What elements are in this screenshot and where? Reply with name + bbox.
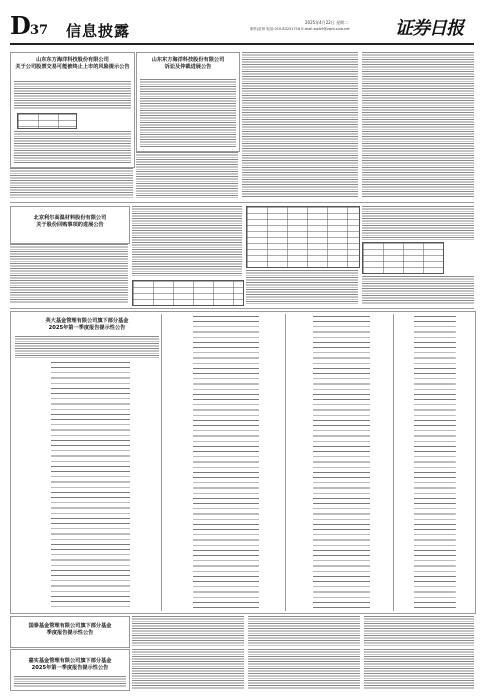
body-text: [10, 168, 133, 198]
column-rule: [393, 314, 394, 611]
fund-list-column: [15, 362, 159, 610]
announcement-panel-4: [10, 311, 476, 614]
body-text: [242, 52, 358, 198]
announcement-panel-1: [10, 52, 135, 168]
body-text: [132, 206, 242, 276]
announcement-title: 2025年第一季度报告提示性公告: [31, 665, 109, 671]
body-text: [246, 270, 358, 304]
data-table: [132, 280, 244, 306]
section-title: 信息披露: [66, 22, 131, 40]
section-divider: [10, 202, 474, 203]
body-text: [248, 616, 360, 646]
body-text: [10, 244, 128, 304]
header-rule: [10, 43, 474, 45]
announcement-title: 2025年第一季度报告提示性公告: [48, 325, 126, 331]
fund-list-column: [287, 316, 391, 610]
body-text: [132, 649, 244, 689]
body-text: [364, 616, 474, 646]
editor-contact: 制作|苗帅 电话:010-83251716 E-mail:zqrb9@zqrb.sina.net: [250, 27, 350, 31]
section-divider: [10, 308, 474, 309]
body-text: [136, 152, 238, 198]
announcement-title: 季度报告提示性公告: [46, 630, 94, 636]
fund-list-column: [163, 316, 283, 610]
announcement-panel-3: [10, 206, 130, 244]
announcement-company: 山东东方海洋科技股份有限公司: [151, 57, 225, 63]
column-rule: [161, 314, 162, 611]
page-number: 37: [30, 23, 49, 38]
data-table: [362, 242, 444, 274]
announcement-company: 山东东方海洋科技股份有限公司: [36, 57, 109, 63]
body-text: [14, 131, 131, 163]
body-text: [140, 79, 236, 147]
announcement-company: 嘉实基金管理有限公司旗下部分基金: [28, 658, 112, 664]
announcement-panel-5: [10, 616, 130, 648]
body-text: [364, 649, 474, 689]
announcement-company: 北京利尔高温材料股份有限公司: [33, 215, 107, 221]
data-table: [17, 113, 77, 129]
body-text: [14, 676, 126, 688]
body-text: [362, 52, 474, 198]
announcement-panel-2: [136, 52, 240, 152]
body-text: [362, 276, 474, 304]
issue-date: 2025年4月22日 星期二: [305, 20, 349, 25]
data-table: [246, 206, 360, 268]
column-rule: [285, 314, 286, 611]
newspaper-logo: 证券日报: [395, 18, 463, 39]
body-text: [362, 206, 474, 240]
announcement-panel-6: [10, 649, 130, 691]
announcement-title: 关于公司股票交易可能被终止上市的风险提示公告: [15, 64, 130, 70]
announcement-title: 诉讼及仲裁进展公告: [164, 64, 212, 70]
page-letter: D: [10, 11, 31, 40]
fund-list-column: [395, 316, 471, 610]
announcement-title: 关于股份回购事项的进展公告: [36, 222, 104, 228]
body-text: [132, 616, 244, 646]
body-text: [248, 649, 360, 689]
announcement-company: 英大基金管理有限公司旗下部分基金: [45, 318, 129, 324]
page-header: [0, 0, 484, 44]
announcement-company: 国泰基金管理有限公司旗下部分基金: [28, 623, 112, 629]
body-text: [15, 336, 159, 358]
body-text: [14, 81, 131, 109]
